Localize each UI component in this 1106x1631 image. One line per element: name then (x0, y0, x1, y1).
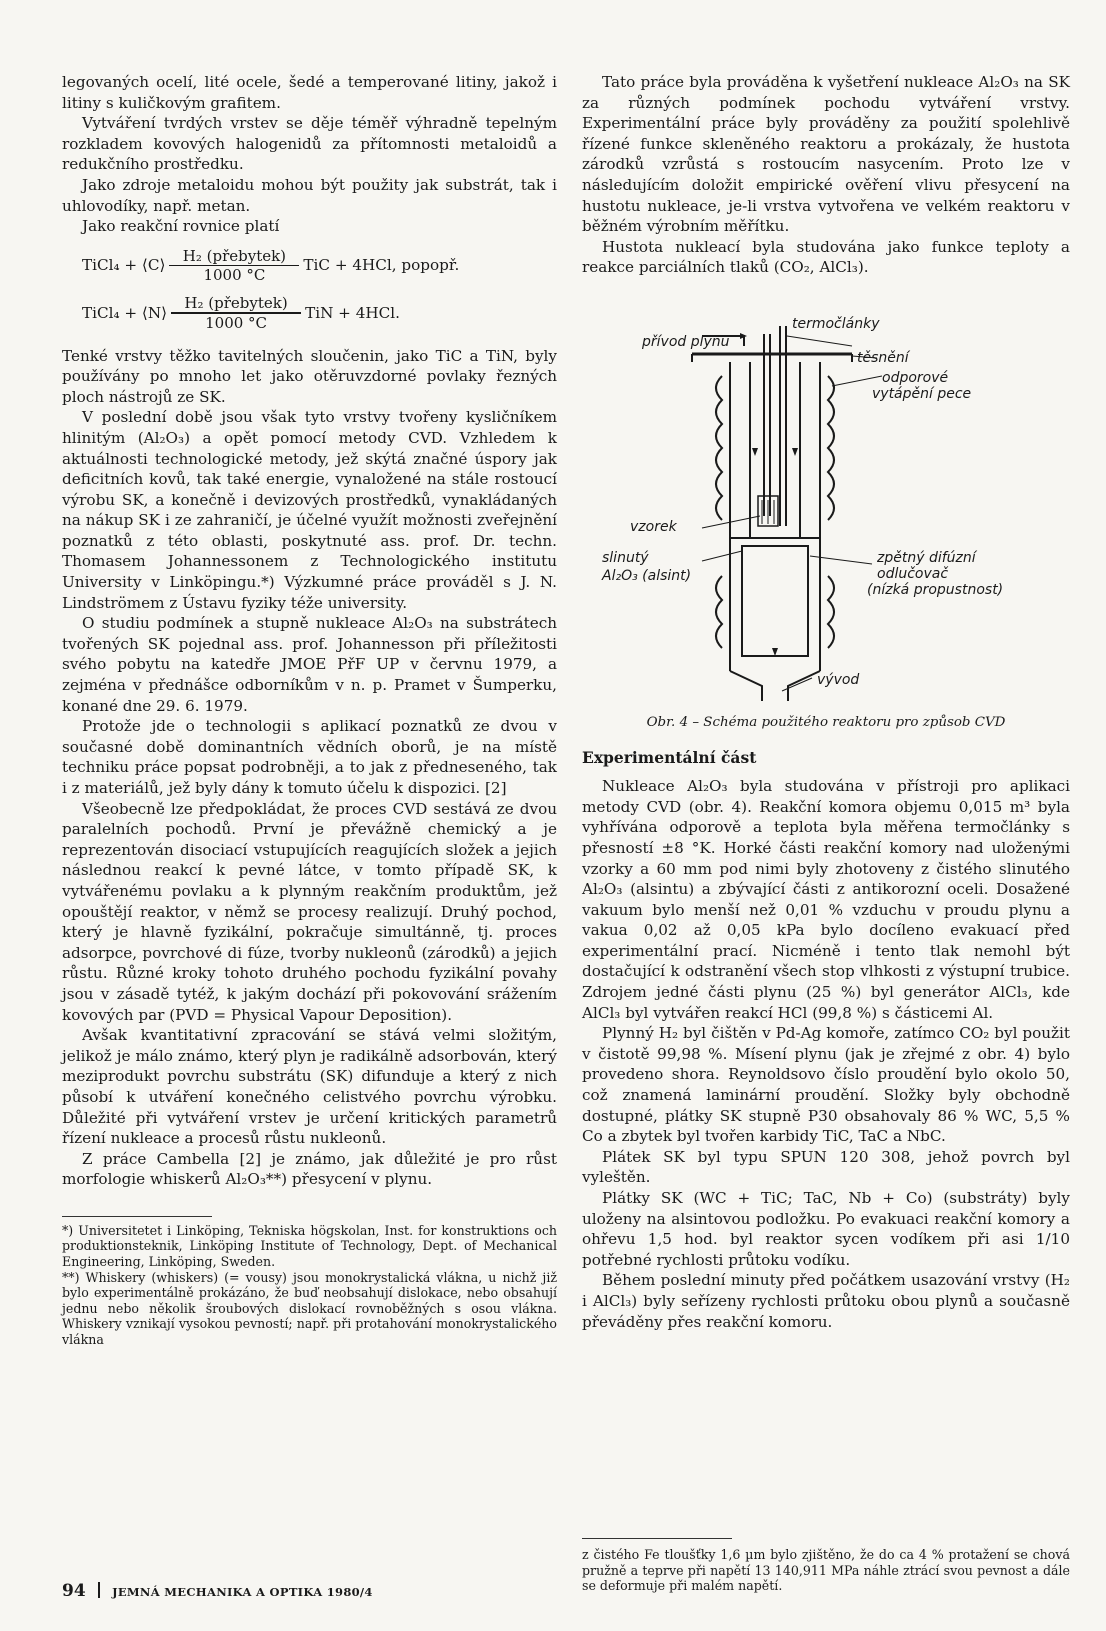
footnote-continued: z čistého Fe tloušťky 1,6 µm bylo zjištěno, že do ca 4 % protažení se chová pružně a teprve při napětí 13 140,911 MPa náhle ztrácí svou pevnost a dále se deformuje při malém napětí. (582, 1547, 1070, 1594)
figure-caption: Obr. 4 – Schéma použitého reaktoru pro způsob CVD (646, 714, 1006, 730)
paragraph: Z práce Cambella [2] je známo, jak důležité je pro růst morfologie whiskerů Al₂O₃**) přesycení v plynu. (62, 1149, 557, 1189)
label-separator-line3: (nízká propustnost) (867, 581, 1004, 598)
paragraph: V poslední době jsou však tyto vrstvy tvořeny kysličníkem hlinitým (Al₂O₃) a opět pomocí metody CVD. Vzhledem k aktuálnosti technologické metody, jež skýtá značné úspory jak deficitních kovů, tak také energie, vynaložené na stále rostoucí výrobu SK, a konečně i devizových prostředků, vynakládaných na nákup SK i ze zahraničí, je účelné využít možnosti zveřejnění poznatků z této oblasti, poskytnuté ass. prof. Dr. techn. Thomasem Johannessonem z Technologického institutu University v Linköpingu.*) Výzkumné práce prováděl s J. N. Lindströmem z Ústavu fyziky téže university. (62, 408, 557, 612)
paragraph: Během poslední minuty před počátkem usazování vrstvy (H₂ i AlCl₃) byly seřízeny rychlosti průtoku obou plynů a současně převáděny přes reakční komoru. (582, 1271, 1070, 1331)
label-heater-line1: odporové (882, 369, 949, 386)
paragraph: Tenké vrstvy těžko tavitelných sloučenin, jako TiC a TiN, byly používány po mnoho let jako otěruvzdorné povlaky řezných ploch nástrojů ze SK. (62, 346, 557, 406)
paragraph: Hustota nukleací byla studována jako funkce teploty a reakce parciálních tlaků (CO₂, AlCl₃). (582, 237, 1070, 277)
label-gas-inlet: přívod plynu (642, 333, 730, 350)
reactor-figure (582, 306, 1070, 701)
paragraph: Protože jde o technologii s aplikací poznatků ze dvou v současné době dominantních vědních oborů, je na místě techniku práce popsat podrobněji, a to jak z předneseného, tak i z materiálů, jež byly dány k tomuto účelu k dispozici. [2] (62, 717, 557, 797)
equation-tic (82, 247, 557, 284)
label-alsint-line2: Al₂O₃ (alsint) (602, 567, 692, 584)
label-outlet: vývod (817, 671, 860, 688)
page-number: 94 (62, 1581, 86, 1601)
label-separator-line2: odlučovač (877, 565, 949, 582)
paragraph: Vytváření tvrdých vrstev se děje téměř výhradně tepelným rozkladem kovových halogenidů za přítomnosti metaloidů a redukčního prostředku. (62, 114, 557, 174)
paragraph: Tato práce byla prováděna k vyšetření nukleace Al₂O₃ na SK za různých podmínek pochodu vytváření vrstvy. Experimentální práce byly prováděny za použití spolehlivě řízené funkce skleněného reaktoru a prokázaly, že hustota zárodků vzrůstá s rostoucím nasycením. Proto lze v následujícím doložit empirické ověření vlivu přesycení na hustotu nukleace, je-li vrstva vytvořena ve velkém reaktoru v běžném výrobním měřítku. (582, 73, 1070, 236)
equation-lhs: TiCl₄ + ⟨N⟩ (82, 303, 168, 322)
reaction-arrow (171, 294, 301, 331)
label-seal: těsnění (857, 349, 909, 366)
page-footer (62, 1581, 373, 1601)
label-heater-line2: vytápění pece (872, 385, 972, 402)
reaction-condition-over: H₂ (přebytek) (182, 246, 287, 265)
right-column (582, 72, 1070, 1332)
reactor-schematic (582, 306, 1070, 701)
label-sample: vzorek (630, 518, 677, 535)
footer-divider (98, 1582, 100, 1598)
label-separator-line1: zpětný difúzní (877, 549, 976, 566)
paragraph: Jako zdroje metaloidu mohou být použity jak substrát, tak i uhlovodíky, např. metan. (62, 175, 557, 215)
reaction-condition-over: H₂ (přebytek) (184, 294, 288, 313)
paragraph: Avšak kvantitativní zpracování se stává velmi složitým, jelikož je málo známo, který plyn je radikálně adsorbován, který meziprodukt povrchu substrátu (SK) difunduje a který z nich působí k utváření konečného celistvého povrchu výrobku. Důležité při vytváření vrstev je určení kritických parametrů řízení nukleace a procesů růstu nukleonů. (62, 1026, 557, 1148)
paragraph: Plynný H₂ byl čištěn v Pd-Ag komoře, zatímco CO₂ byl použit v čistotě 99,98 %. Mísení plynu (jak je zřejmé z obr. 4) bylo provedeno shora. Reynoldsovo číslo proudění bylo okolo 50, což znamená laminární proudění. Složky byly obchodně dostupné, plátky SK stupně P30 obsahovaly 86 % WC, 5,5 % Co a zbytek byl tvořen karbidy TiC, TaC a NbC. (582, 1024, 1070, 1146)
journal-title: JEMNÁ MECHANIKA A OPTIKA 1980/4 (112, 1585, 373, 1599)
reaction-condition-under: 1000 °C (203, 266, 266, 285)
reaction-arrow (169, 247, 299, 284)
paragraph: Plátky SK (WC + TiC; TaC, Nb + Co) (substráty) byly uloženy na alsintovou podložku. Po evakuaci reakční komory a ohřevu 1,5 hod. byl reaktor sycen vodíkem při asi 1/10 potřebné rychlosti průtoku vodíku. (582, 1189, 1070, 1269)
paragraph: O studiu podmínek a stupně nukleace Al₂O₃ na substrátech tvořených SK pojednal ass. prof. Johannesson při příležitosti svého pobytu na katedře JMOE PřF UP v červnu 1979, a zejména v přednášce odborníkům v n. p. Pramet v Šumperku, konané dne 29. 6. 1979. (62, 614, 557, 715)
paragraph: Nukleace Al₂O₃ byla studována v přístroji pro aplikaci metody CVD (obr. 4). Reakční komora objemu 0,015 m³ byla vyhřívána odporově a teplota byla měřena termočlánky s přesností ±8 °K. Horké části reakční komory nad uloženými vzorky a 60 mm pod nimi byly zhotoveny z čistého slinutého Al₂O₃ (alsintu) a zbývající části z antikorozní oceli. Dosažené vakuum bylo menší než 0,01 % vzduchu v proudu plynu a vakua 0,02 až 0,05 kPa bylo docíleno evakuací před experimentální prací. Nicméně i tento tlak nemohl být dostačující k odstranění všech stop vlhkosti z výstupní trubice. Zdrojem jedné části plynu (25 %) byl generátor AlCl₃, kde AlCl₃ byl vytvářen reakcí HCl (99,8 %) s částicemi Al. (582, 777, 1070, 1022)
footnote-rule (582, 1538, 732, 1539)
label-alsint-line1: slinutý (602, 549, 649, 566)
equation-lhs: TiCl₄ + ⟨C⟩ (82, 256, 166, 275)
equation-tin (82, 294, 557, 331)
paragraph: Plátek SK byl typu SPUN 120 308, jehož povrch byl vyleštěn. (582, 1147, 1070, 1187)
left-column (62, 72, 557, 1348)
footnote-continued-block (582, 1538, 1070, 1594)
reaction-condition-under: 1000 °C (205, 313, 268, 332)
footnote-rule (62, 1216, 212, 1217)
footnote: **) Whiskery (whiskers) (= vousy) jsou monokrystalická vlákna, u nichž již bylo experimentálně prokázáno, že buď neobsahují dislokace, nebo obsahují jednu nebo několik šroubových dislokací rovnoběžných s osou vlákna. Whiskery vznikají vysokou pevností; např. při protahování monokrystalického vlákna (62, 1269, 557, 1348)
paragraph: Všeobecně lze předpokládat, že proces CVD sestává ze dvou paralelních pochodů. První je převážně chemický a je reprezentován disociací vstupujících reagujících složek a jejich následnou reakcí k pevné látce, v tomto případě SK, k vytvářenému povlaku a k plynným reakčním produktům, jež opouštějí reaktor, v němž se procesy realizují. Druhý pochod, který je hlavně fyzikální, pokračuje simultánně, tj. proces adsorpce, povrchové di fúze, tvorby nukleonů (zárodků) a jejich růstu. Různé kroky tohoto druhého pochodu fyzikální povahy jsou v zásadě tytéž, k jakým dochází při pokovování srážením kovových par (PVD = Physical Vapour Deposition). (62, 799, 557, 1024)
footnote: *) Universitetet i Linköping, Tekniska högskolan, Inst. for konstruktions och produktionsteknik, Linköping Institute of Technology, Dept. of Mechanical Engineering, Linköping, Sweden. (62, 1222, 557, 1270)
equation-rhs: TiN + 4HCl. (305, 303, 400, 322)
equation-rhs: TiC + 4HCl, popopř. (303, 256, 460, 275)
label-thermocouples: termočlánky (792, 315, 880, 332)
paragraph: Jako reakční rovnice platí (82, 217, 280, 236)
section-heading: Experimentální část (582, 747, 757, 767)
paragraph: legovaných ocelí, lité ocele, šedé a temperované litiny, jakož i litiny s kuličkovým grafitem. (62, 73, 557, 112)
